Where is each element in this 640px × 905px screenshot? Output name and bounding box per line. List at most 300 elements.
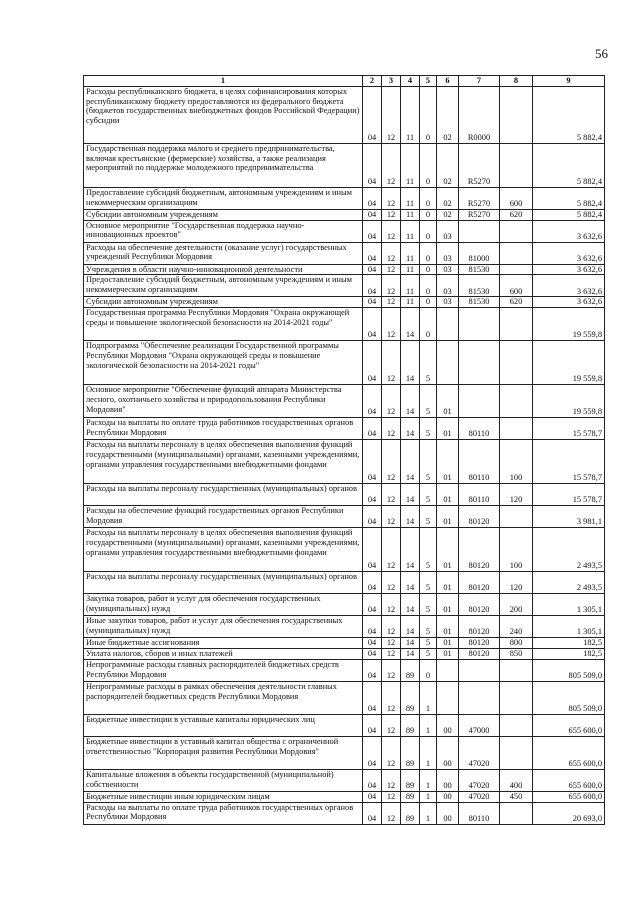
amount-cell: 15 578,7 (533, 484, 605, 506)
expense-code-cell: 80120 (459, 638, 500, 649)
amount-cell: 805 509,0 (533, 681, 605, 714)
table-row (84, 638, 605, 649)
table-row (84, 484, 605, 506)
type-code-cell (500, 506, 533, 528)
expense-code-cell: 47020 (459, 791, 500, 802)
expense-code-cell: 80110 (459, 440, 500, 484)
type-code-cell (500, 264, 533, 275)
section-code-cell: 04 (363, 242, 382, 264)
row-name-cell: Основное мероприятие "Обеспечение функций аппарата Министерства лесного, охотничьего хозяйства и природопользования Республики Мордовия" (84, 385, 363, 418)
amount-cell: 655 600,0 (533, 791, 605, 802)
section-code-cell: 04 (363, 594, 382, 616)
type-code-cell: 100 (500, 528, 533, 572)
event-code-cell: 02 (437, 209, 459, 220)
subprogram-code-cell: 1 (420, 736, 437, 769)
subprogram-code-cell: 0 (420, 86, 437, 143)
amount-cell: 15 578,7 (533, 418, 605, 440)
subsection-code-cell: 12 (382, 791, 401, 802)
amount-cell: 182,5 (533, 648, 605, 659)
section-code-cell: 04 (363, 209, 382, 220)
column-header: 9 (533, 76, 605, 87)
table-row (84, 209, 605, 220)
table-row (84, 275, 605, 297)
section-code-cell: 04 (363, 714, 382, 736)
program-code-cell: 89 (401, 659, 420, 681)
type-code-cell: 800 (500, 638, 533, 649)
program-code-cell: 14 (401, 638, 420, 649)
expense-code-cell (459, 681, 500, 714)
event-code-cell: 02 (437, 143, 459, 187)
expense-code-cell: 80120 (459, 572, 500, 594)
program-code-cell: 11 (401, 187, 420, 209)
table-row (84, 506, 605, 528)
row-name-cell: Учреждения в области научно-инновационной деятельности (84, 264, 363, 275)
section-code-cell: 04 (363, 440, 382, 484)
row-name-cell: Расходы на выплаты по оплате труда работников государственных органов Республики Мордовия (84, 418, 363, 440)
subsection-code-cell: 12 (382, 209, 401, 220)
event-code-cell: 00 (437, 736, 459, 769)
section-code-cell: 04 (363, 769, 382, 791)
amount-cell: 3 632,6 (533, 275, 605, 297)
subprogram-code-cell: 0 (420, 187, 437, 209)
subsection-code-cell: 12 (382, 86, 401, 143)
program-code-cell: 14 (401, 648, 420, 659)
expense-code-cell: 47020 (459, 769, 500, 791)
table-row (84, 264, 605, 275)
row-name-cell: Бюджетные инвестиции в уставный капитал общества с ограниченной ответственностью "Корпорация развития Республики Мордовия" (84, 736, 363, 769)
section-code-cell: 04 (363, 418, 382, 440)
event-code-cell: 01 (437, 648, 459, 659)
type-code-cell (500, 86, 533, 143)
event-code-cell (437, 308, 459, 341)
type-code-cell (500, 681, 533, 714)
expense-code-cell (459, 385, 500, 418)
row-name-cell: Капитальные вложения в объекты государственной (муниципальной) собственности (84, 769, 363, 791)
subprogram-code-cell: 5 (420, 594, 437, 616)
event-code-cell: 01 (437, 594, 459, 616)
row-name-cell: Субсидии автономным учреждениям (84, 209, 363, 220)
expense-code-cell: 81530 (459, 275, 500, 297)
column-header: 7 (459, 76, 500, 87)
subprogram-code-cell: 5 (420, 506, 437, 528)
event-code-cell (437, 341, 459, 385)
event-code-cell: 01 (437, 572, 459, 594)
subprogram-code-cell: 0 (420, 209, 437, 220)
subprogram-code-cell: 5 (420, 616, 437, 638)
expense-code-cell: R5270 (459, 209, 500, 220)
subprogram-code-cell: 0 (420, 242, 437, 264)
amount-cell: 5 882,4 (533, 187, 605, 209)
program-code-cell: 14 (401, 616, 420, 638)
program-code-cell: 14 (401, 528, 420, 572)
program-code-cell: 14 (401, 440, 420, 484)
subsection-code-cell: 12 (382, 681, 401, 714)
subprogram-code-cell: 1 (420, 681, 437, 714)
type-code-cell: 620 (500, 297, 533, 308)
table-row (84, 616, 605, 638)
program-code-cell: 14 (401, 341, 420, 385)
expense-code-cell: 80110 (459, 484, 500, 506)
amount-cell: 3 632,6 (533, 264, 605, 275)
subsection-code-cell: 12 (382, 187, 401, 209)
budget-table (83, 75, 605, 825)
subprogram-code-cell: 1 (420, 714, 437, 736)
type-code-cell (500, 418, 533, 440)
event-code-cell: 03 (437, 264, 459, 275)
program-code-cell: 14 (401, 308, 420, 341)
subsection-code-cell: 12 (382, 802, 401, 824)
subprogram-code-cell: 0 (420, 264, 437, 275)
subsection-code-cell: 12 (382, 440, 401, 484)
subsection-code-cell: 12 (382, 769, 401, 791)
subprogram-code-cell: 5 (420, 572, 437, 594)
column-header: 4 (401, 76, 420, 87)
section-code-cell: 04 (363, 528, 382, 572)
program-code-cell: 11 (401, 209, 420, 220)
section-code-cell: 04 (363, 220, 382, 242)
section-code-cell: 04 (363, 308, 382, 341)
section-code-cell: 04 (363, 681, 382, 714)
event-code-cell: 01 (437, 385, 459, 418)
type-code-cell: 850 (500, 648, 533, 659)
type-code-cell: 600 (500, 187, 533, 209)
section-code-cell: 04 (363, 802, 382, 824)
amount-cell: 5 882,4 (533, 86, 605, 143)
row-name-cell: Расходы на выплаты персоналу в целях обеспечения выполнения функций государственными (муниципальными) органами, казенными учреждениями, органами управления государственными внебюджетными фондами (84, 440, 363, 484)
expense-code-cell: 81530 (459, 264, 500, 275)
amount-cell: 3 632,6 (533, 297, 605, 308)
amount-cell: 2 493,5 (533, 528, 605, 572)
program-code-cell: 89 (401, 791, 420, 802)
program-code-cell: 14 (401, 484, 420, 506)
program-code-cell: 89 (401, 681, 420, 714)
section-code-cell: 04 (363, 341, 382, 385)
section-code-cell: 04 (363, 143, 382, 187)
section-code-cell: 04 (363, 484, 382, 506)
amount-cell: 1 305,1 (533, 594, 605, 616)
table-row (84, 220, 605, 242)
event-code-cell (437, 681, 459, 714)
row-name-cell: Уплата налогов, сборов и иных платежей (84, 648, 363, 659)
subprogram-code-cell: 5 (420, 418, 437, 440)
subsection-code-cell: 12 (382, 297, 401, 308)
column-header: 3 (382, 76, 401, 87)
type-code-cell: 100 (500, 440, 533, 484)
table-row (84, 648, 605, 659)
row-name-cell: Основное мероприятие "Государственная поддержка научно-инновационных проектов" (84, 220, 363, 242)
event-code-cell: 01 (437, 616, 459, 638)
program-code-cell: 11 (401, 275, 420, 297)
event-code-cell: 03 (437, 275, 459, 297)
row-name-cell: Расходы на обеспечение деятельности (оказание услуг) государственных учреждений Республики Мордовия (84, 242, 363, 264)
table-row (84, 341, 605, 385)
subprogram-code-cell: 5 (420, 341, 437, 385)
section-code-cell: 04 (363, 648, 382, 659)
header-row (84, 76, 605, 87)
program-code-cell: 14 (401, 572, 420, 594)
amount-cell: 19 559,8 (533, 341, 605, 385)
subsection-code-cell: 12 (382, 638, 401, 649)
program-code-cell: 89 (401, 714, 420, 736)
event-code-cell: 00 (437, 791, 459, 802)
section-code-cell: 04 (363, 572, 382, 594)
subprogram-code-cell: 0 (420, 275, 437, 297)
section-code-cell: 04 (363, 506, 382, 528)
subprogram-code-cell: 0 (420, 659, 437, 681)
subsection-code-cell: 12 (382, 275, 401, 297)
subsection-code-cell: 12 (382, 220, 401, 242)
expense-code-cell: 80120 (459, 506, 500, 528)
row-name-cell: Государственная поддержка малого и среднего предпринимательства, включая крестьянские (фермерские) хозяйства, а также реализация мероприятий по поддержке молодежного предпринимательства (84, 143, 363, 187)
program-code-cell: 89 (401, 769, 420, 791)
section-code-cell: 04 (363, 275, 382, 297)
type-code-cell (500, 341, 533, 385)
page-number: 56 (595, 46, 608, 61)
table-row (84, 681, 605, 714)
amount-cell: 19 559,8 (533, 308, 605, 341)
subprogram-code-cell: 0 (420, 308, 437, 341)
amount-cell: 5 882,4 (533, 143, 605, 187)
event-code-cell (437, 659, 459, 681)
program-code-cell: 14 (401, 418, 420, 440)
subprogram-code-cell: 5 (420, 385, 437, 418)
table-row (84, 143, 605, 187)
subprogram-code-cell: 1 (420, 791, 437, 802)
expense-code-cell: 80120 (459, 594, 500, 616)
type-code-cell (500, 308, 533, 341)
subsection-code-cell: 12 (382, 484, 401, 506)
event-code-cell: 01 (437, 638, 459, 649)
event-code-cell: 01 (437, 506, 459, 528)
type-code-cell: 120 (500, 572, 533, 594)
row-name-cell: Государственная программа Республики Мордовия "Охрана окружающей среды и повышение экологической безопасности на 2014-2021 годы" (84, 308, 363, 341)
expense-code-cell (459, 308, 500, 341)
row-name-cell: Предоставление субсидий бюджетным, автономным учреждениям и иным некоммерческим организациям (84, 187, 363, 209)
type-code-cell: 240 (500, 616, 533, 638)
program-code-cell: 14 (401, 594, 420, 616)
subsection-code-cell: 12 (382, 659, 401, 681)
expense-code-cell (459, 341, 500, 385)
event-code-cell: 01 (437, 528, 459, 572)
amount-cell: 20 693,0 (533, 802, 605, 824)
row-name-cell: Непрограммные расходы в рамках обеспечения деятельности главных распорядителей бюджетных средств Республики Мордовия (84, 681, 363, 714)
section-code-cell: 04 (363, 616, 382, 638)
row-name-cell: Бюджетные инвестиции иным юридическим лицам (84, 791, 363, 802)
event-code-cell: 00 (437, 714, 459, 736)
subprogram-code-cell: 5 (420, 528, 437, 572)
amount-cell: 3 632,6 (533, 242, 605, 264)
program-code-cell: 11 (401, 143, 420, 187)
column-header: 5 (420, 76, 437, 87)
subprogram-code-cell: 0 (420, 143, 437, 187)
event-code-cell: 02 (437, 86, 459, 143)
table-row (84, 802, 605, 824)
expense-code-cell: 81530 (459, 297, 500, 308)
event-code-cell: 01 (437, 484, 459, 506)
type-code-cell: 450 (500, 791, 533, 802)
amount-cell: 655 600,0 (533, 714, 605, 736)
subprogram-code-cell: 1 (420, 769, 437, 791)
program-code-cell: 11 (401, 242, 420, 264)
type-code-cell: 200 (500, 594, 533, 616)
amount-cell: 15 578,7 (533, 440, 605, 484)
table-row (84, 385, 605, 418)
type-code-cell: 600 (500, 275, 533, 297)
program-code-cell: 11 (401, 86, 420, 143)
expense-code-cell: R5270 (459, 187, 500, 209)
table-row (84, 242, 605, 264)
type-code-cell: 620 (500, 209, 533, 220)
table-row (84, 187, 605, 209)
type-code-cell: 120 (500, 484, 533, 506)
type-code-cell (500, 143, 533, 187)
table-row (84, 440, 605, 484)
table-row (84, 308, 605, 341)
expense-code-cell: 80110 (459, 802, 500, 824)
section-code-cell: 04 (363, 736, 382, 769)
program-code-cell: 11 (401, 264, 420, 275)
table-row (84, 297, 605, 308)
row-name-cell: Расходы на выплаты персоналу в целях обеспечения выполнения функций государственными (муниципальными) органами, казенными учреждениями, органами управления государственными внебюджетными фондами (84, 528, 363, 572)
table-row (84, 572, 605, 594)
subprogram-code-cell: 1 (420, 802, 437, 824)
table-row (84, 714, 605, 736)
event-code-cell: 03 (437, 297, 459, 308)
column-header: 1 (84, 76, 363, 87)
event-code-cell: 01 (437, 418, 459, 440)
subsection-code-cell: 12 (382, 264, 401, 275)
subsection-code-cell: 12 (382, 594, 401, 616)
subsection-code-cell: 12 (382, 528, 401, 572)
expense-code-cell: 80110 (459, 418, 500, 440)
expense-code-cell: R5270 (459, 143, 500, 187)
subsection-code-cell: 12 (382, 308, 401, 341)
section-code-cell: 04 (363, 385, 382, 418)
amount-cell: 3 981,1 (533, 506, 605, 528)
type-code-cell (500, 220, 533, 242)
subsection-code-cell: 12 (382, 736, 401, 769)
section-code-cell: 04 (363, 264, 382, 275)
amount-cell: 805 509,0 (533, 659, 605, 681)
section-code-cell: 04 (363, 659, 382, 681)
subsection-code-cell: 12 (382, 385, 401, 418)
row-name-cell: Расходы на выплаты по оплате труда работников государственных органов Республики Мордовия (84, 802, 363, 824)
table-row (84, 736, 605, 769)
table-row (84, 418, 605, 440)
program-code-cell: 89 (401, 802, 420, 824)
program-code-cell: 89 (401, 736, 420, 769)
column-header: 2 (363, 76, 382, 87)
table-row (84, 659, 605, 681)
type-code-cell: 400 (500, 769, 533, 791)
table-row (84, 769, 605, 791)
subsection-code-cell: 12 (382, 572, 401, 594)
section-code-cell: 04 (363, 86, 382, 143)
subsection-code-cell: 12 (382, 143, 401, 187)
subprogram-code-cell: 5 (420, 638, 437, 649)
amount-cell: 2 493,5 (533, 572, 605, 594)
column-header: 6 (437, 76, 459, 87)
row-name-cell: Расходы на обеспечение функций государственных органов Республики Мордовия (84, 506, 363, 528)
subsection-code-cell: 12 (382, 616, 401, 638)
row-name-cell: Иные бюджетные ассигнования (84, 638, 363, 649)
row-name-cell: Бюджетные инвестиции в уставные капиталы юридических лиц (84, 714, 363, 736)
program-code-cell: 11 (401, 297, 420, 308)
section-code-cell: 04 (363, 187, 382, 209)
amount-cell: 182,5 (533, 638, 605, 649)
event-code-cell: 03 (437, 220, 459, 242)
row-name-cell: Закупка товаров, работ и услуг для обеспечения государственных (муниципальных) нужд (84, 594, 363, 616)
type-code-cell (500, 714, 533, 736)
subprogram-code-cell: 0 (420, 220, 437, 242)
type-code-cell (500, 736, 533, 769)
column-header: 8 (500, 76, 533, 87)
table-row (84, 594, 605, 616)
table-row (84, 528, 605, 572)
expense-code-cell: 80120 (459, 616, 500, 638)
subprogram-code-cell: 5 (420, 648, 437, 659)
expense-code-cell: 81000 (459, 242, 500, 264)
subsection-code-cell: 12 (382, 242, 401, 264)
event-code-cell: 01 (437, 440, 459, 484)
subprogram-code-cell: 0 (420, 297, 437, 308)
subsection-code-cell: 12 (382, 714, 401, 736)
subsection-code-cell: 12 (382, 648, 401, 659)
row-name-cell: Расходы на выплаты персоналу государственных (муниципальных) органов (84, 572, 363, 594)
row-name-cell: Подпрограмма "Обеспечение реализации Государственной программы Республики Мордовия "Охрана окружающей среды и повышение экологической безопасности на 2014-2021 годы" (84, 341, 363, 385)
table-body (84, 86, 605, 824)
type-code-cell (500, 242, 533, 264)
table-row (84, 791, 605, 802)
amount-cell: 5 882,4 (533, 209, 605, 220)
program-code-cell: 14 (401, 385, 420, 418)
event-code-cell: 03 (437, 242, 459, 264)
subsection-code-cell: 12 (382, 506, 401, 528)
event-code-cell: 00 (437, 769, 459, 791)
amount-cell: 3 632,6 (533, 220, 605, 242)
row-name-cell: Непрограммные расходы главных распорядителей бюджетных средств Республики Мордовия (84, 659, 363, 681)
type-code-cell (500, 802, 533, 824)
subsection-code-cell: 12 (382, 341, 401, 385)
section-code-cell: 04 (363, 638, 382, 649)
event-code-cell: 00 (437, 802, 459, 824)
expense-code-cell: 80120 (459, 528, 500, 572)
subsection-code-cell: 12 (382, 418, 401, 440)
type-code-cell (500, 659, 533, 681)
program-code-cell: 11 (401, 220, 420, 242)
row-name-cell: Предоставление субсидий бюджетным, автономным учреждениям и иным некоммерческим организациям (84, 275, 363, 297)
amount-cell: 655 600,0 (533, 769, 605, 791)
expense-code-cell (459, 659, 500, 681)
amount-cell: 1 305,1 (533, 616, 605, 638)
row-name-cell: Субсидии автономным учреждениям (84, 297, 363, 308)
expense-code-cell: 80120 (459, 648, 500, 659)
subprogram-code-cell: 5 (420, 484, 437, 506)
row-name-cell: Расходы республиканского бюджета, в целях софинансирования которых республиканскому бюджету предоставляются из федерального бюджета (бюджетов государственных внебюджетных фондов Российской Федерации) субсидии (84, 86, 363, 143)
row-name-cell: Иные закупки товаров, работ и услуг для обеспечения государственных (муниципальных) нужд (84, 616, 363, 638)
expense-code-cell: 47020 (459, 736, 500, 769)
amount-cell: 19 559,8 (533, 385, 605, 418)
expense-code-cell (459, 220, 500, 242)
section-code-cell: 04 (363, 791, 382, 802)
type-code-cell (500, 385, 533, 418)
expense-code-cell: 47000 (459, 714, 500, 736)
event-code-cell: 02 (437, 187, 459, 209)
section-code-cell: 04 (363, 297, 382, 308)
amount-cell: 655 600,0 (533, 736, 605, 769)
program-code-cell: 14 (401, 506, 420, 528)
subprogram-code-cell: 5 (420, 440, 437, 484)
